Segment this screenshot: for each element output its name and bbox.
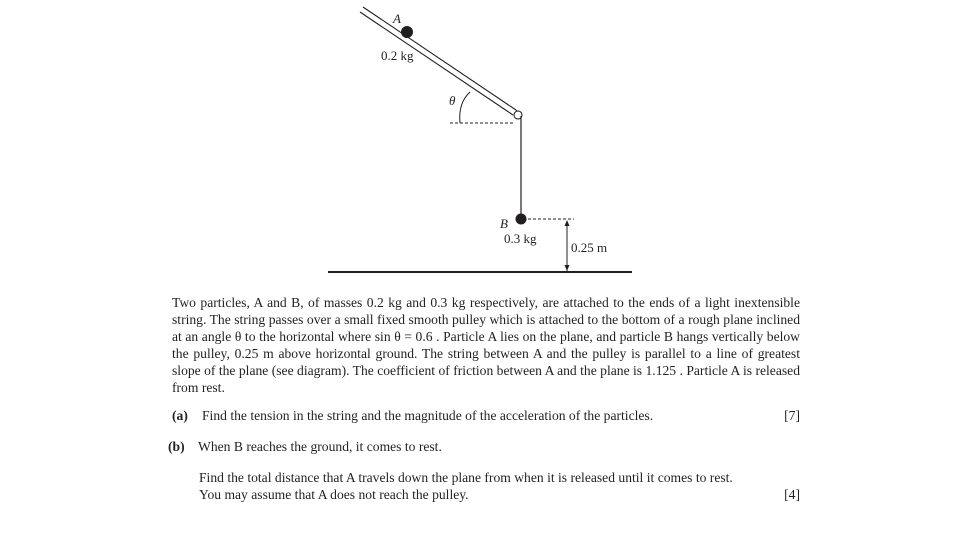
- height-label: 0.25 m: [571, 240, 608, 255]
- part-b-body-line2: You may assume that A does not reach the pulley.: [199, 487, 469, 503]
- part-a-marks: [7]: [784, 408, 800, 424]
- particle-b-label: B: [500, 216, 508, 231]
- height-dimension-arrow: [565, 220, 570, 271]
- angle-label: θ: [449, 93, 456, 108]
- angle-arc: [460, 92, 470, 123]
- particle-b-mass: 0.3 kg: [504, 231, 537, 246]
- particle-a-label: A: [393, 11, 401, 26]
- part-b-text: When B reaches the ground, it comes to rest.: [198, 439, 442, 455]
- part-a: [172, 408, 800, 425]
- part-b-marks: [4]: [784, 487, 800, 503]
- part-b-body: [199, 470, 800, 504]
- question-intro: Two particles, A and B, of masses 0.2 kg and 0.3 kg respectively, are attached to the ends of a light inextensible string. The string passes over a small fixed smooth pulley which is attached to the bottom of a rough plane inclined at an angle θ to the horizontal where sin θ = 0.6 . Particle A lies on the plane, and particle B hangs vertically below the pulley, 0.25 m above horizontal ground. The string between A and the pulley is parallel to a line of greatest slope of the plane (see diagram). The coefficient of friction between A and the plane is 1.125 . Particle A is released from rest.: [172, 295, 800, 395]
- part-b-label: (b): [168, 439, 185, 455]
- part-b: [168, 439, 800, 456]
- question-text: [168, 295, 800, 504]
- particle-a: [401, 26, 413, 38]
- part-b-body-line1: Find the total distance that A travels down the plane from when it is released until it comes to rest.: [199, 470, 733, 486]
- part-b-body-line2-row: [199, 487, 800, 504]
- particle-a-mass: 0.2 kg: [381, 48, 414, 63]
- part-a-label: (a): [172, 408, 188, 424]
- particle-b: [516, 214, 527, 225]
- part-a-text: Find the tension in the string and the magnitude of the acceleration of the particles.: [202, 408, 654, 424]
